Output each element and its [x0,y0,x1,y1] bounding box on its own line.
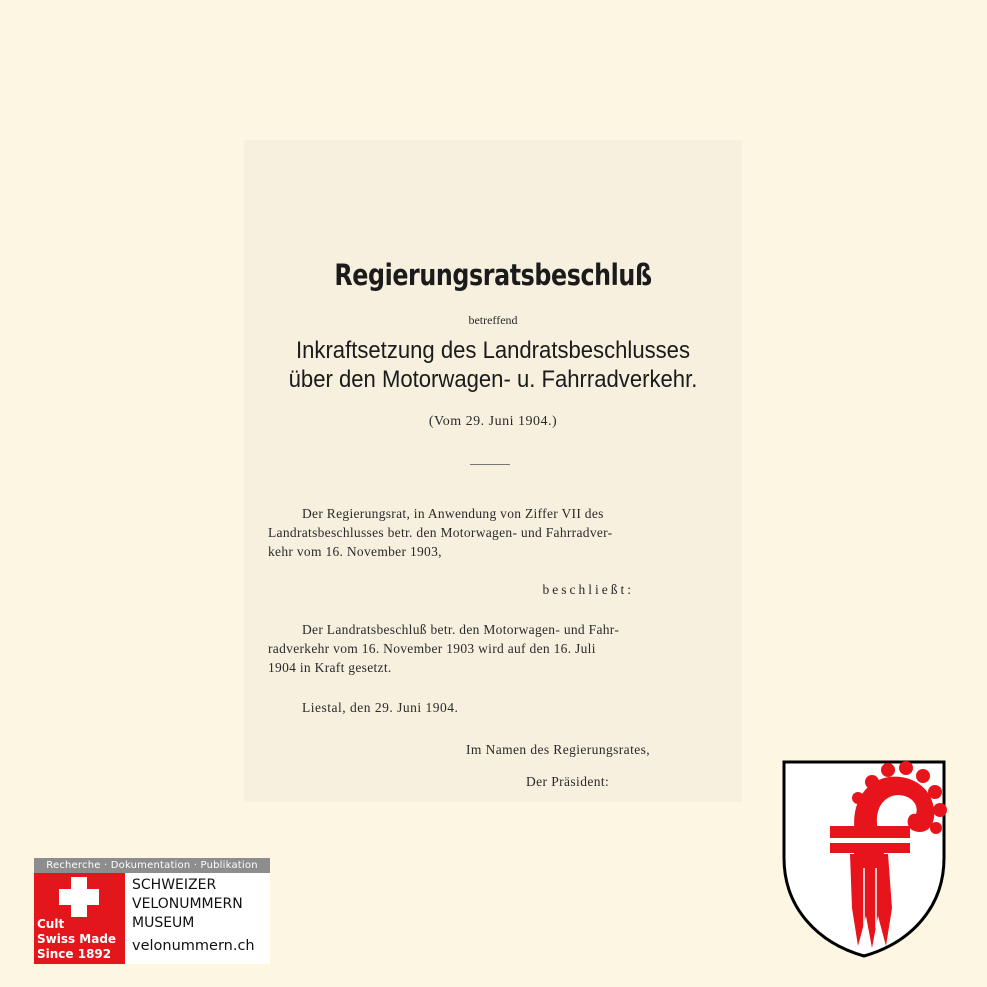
signature-line-1: Im Namen des Regierungsrates, [466,742,651,757]
signature-line-2: Der Präsident: [526,774,610,789]
museum-logo [34,858,270,964]
place-date: Liestal, den 29. Juni 1904. [302,700,459,715]
document-date: (Vom 29. Juni 1904.) [428,414,558,429]
paragraph-preamble [268,504,714,561]
paragraph-line: Der Regierungsrat, in Anwendung von Ziffer VII des [302,506,604,521]
subject-line-2: über den Motorwagen- u. Fahrradverkehr. [288,366,698,393]
resolves-heading: beschließt: [542,582,634,597]
logo-tagline [37,917,116,962]
museum-name-line: VELONUMMERN [132,896,243,912]
tagline-line: Swiss Made [37,932,117,946]
museum-name-line: MUSEUM [132,915,195,931]
paragraph-line: 1904 in Kraft gesetzt. [268,660,392,675]
museum-name-line: SCHWEIZER [132,877,217,893]
museum-url: velonummern.ch [132,938,255,954]
subject-line-1: Inkraftsetzung des Landratsbeschlusses [296,337,690,364]
paragraph-line: Landratsbeschlusses betr. den Motorwagen- und Fahrradver- [268,525,613,540]
document-betreffend: betreffend [468,313,518,327]
basel-landschaft-crosier-icon [780,758,948,958]
museum-name [132,876,243,933]
document-subject [244,336,742,394]
tagline-line: Since 1892 [37,947,112,961]
divider [470,464,510,465]
document-title: Regierungsratsbeschluß [334,258,652,292]
logo-banner: Recherche · Dokumentation · Publikation [34,858,270,873]
swiss-flag-box [34,873,125,964]
paragraph-line: Der Landratsbeschluß betr. den Motorwagen- und Fahr- [302,622,620,637]
paragraph-resolution [268,620,714,677]
paragraph-line: radverkehr vom 16. November 1903 wird auf den 16. Juli [268,641,596,656]
paragraph-line: kehr vom 16. November 1903, [268,544,442,559]
tagline-line: Cult [37,917,65,931]
scanned-document [244,140,742,802]
